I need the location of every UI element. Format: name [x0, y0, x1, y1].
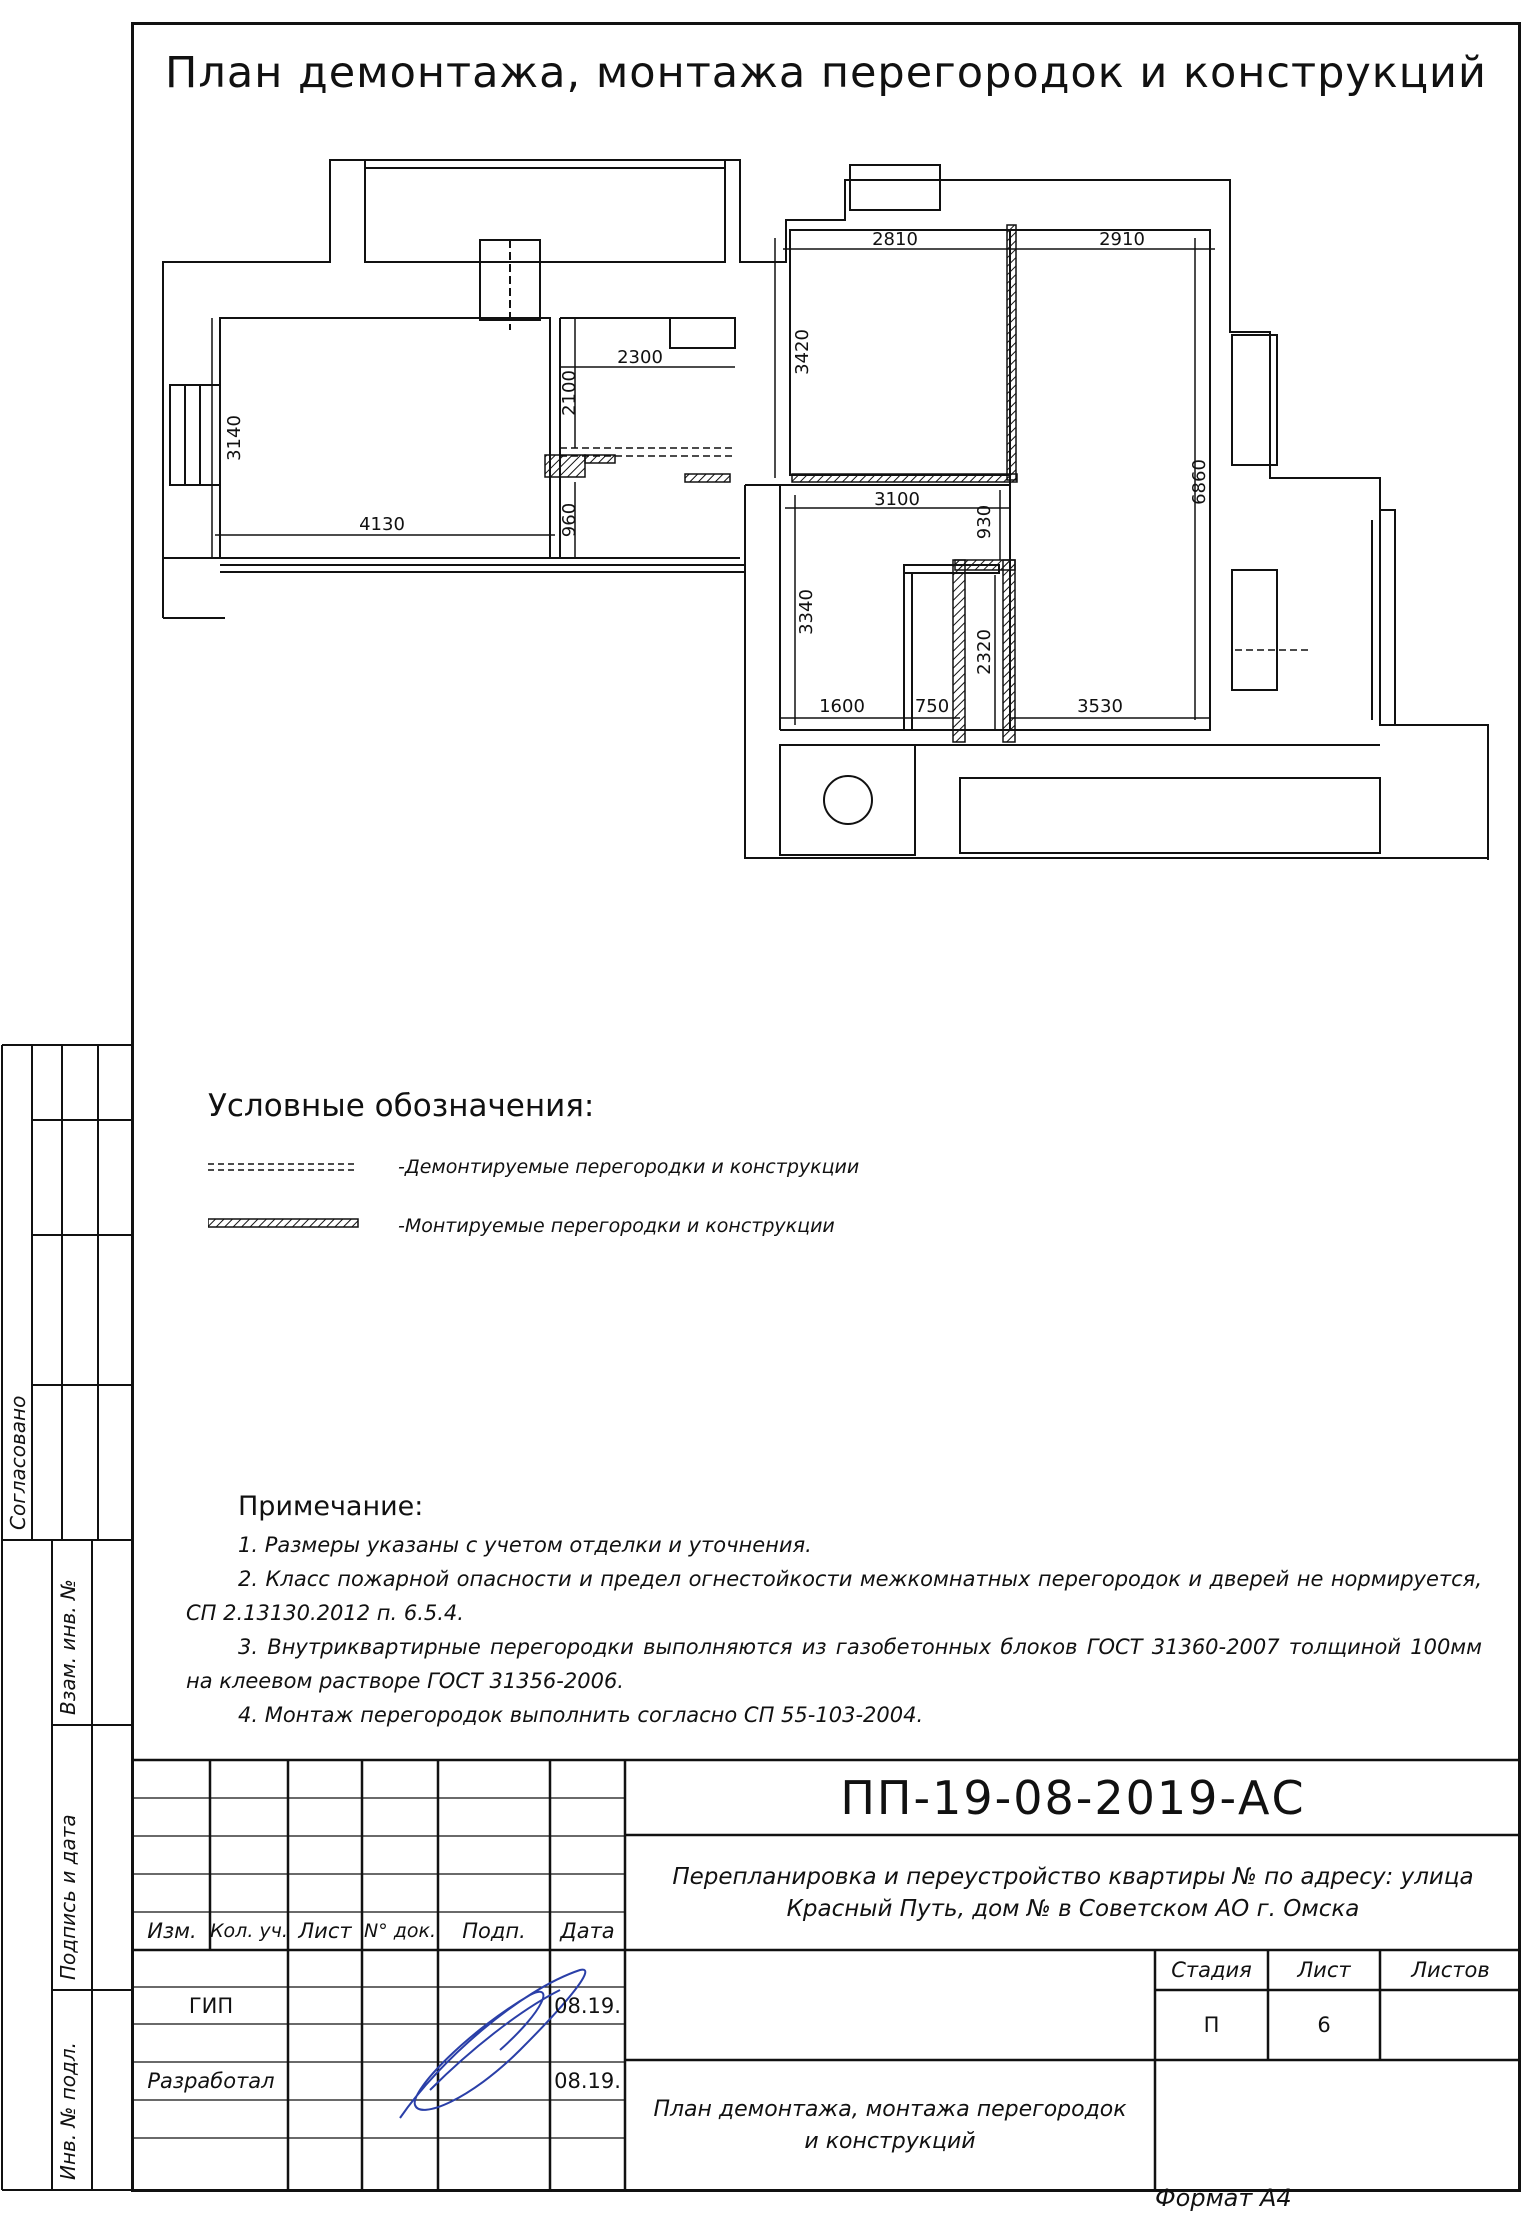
- side-label-inventory: Инв. № подл.: [56, 2042, 80, 2180]
- legend-heading: Условные обозначения:: [208, 1088, 595, 1124]
- header-data: Дата: [560, 1919, 615, 1943]
- notes-heading: Примечание:: [238, 1491, 424, 1522]
- format-label: Формат А4: [1155, 2184, 1292, 2212]
- dim-2320: 2320: [974, 629, 995, 675]
- header-izm: Изм.: [147, 1919, 197, 1943]
- date-gip: 08.19.: [554, 1993, 621, 2018]
- dim-3340: 3340: [796, 589, 817, 635]
- dim-2100: 2100: [559, 370, 580, 416]
- date-developer: 08.19.: [554, 2069, 621, 2093]
- dim-2910: 2910: [1099, 229, 1145, 250]
- stage-header: Стадия: [1171, 1958, 1252, 1982]
- dim-960: 960: [559, 502, 580, 538]
- dim-930: 930: [974, 504, 995, 540]
- sheet-header: Лист: [1297, 1958, 1351, 1982]
- sheet-value: 6: [1317, 2013, 1331, 2037]
- dim-3420: 3420: [792, 329, 813, 375]
- header-podp: Подп.: [462, 1919, 526, 1943]
- side-label-agreed: Согласовано: [6, 1395, 30, 1530]
- dim-1600: 1600: [819, 696, 865, 717]
- dim-4130: 4130: [359, 514, 405, 535]
- header-ndok: N° док.: [363, 1920, 437, 1942]
- header-list: Лист: [298, 1919, 352, 1943]
- stage-value: П: [1203, 2013, 1220, 2037]
- dim-3530: 3530: [1077, 696, 1123, 717]
- header-kol: Кол. уч.: [210, 1920, 288, 1942]
- document-code: ПП-19-08-2019-АС: [840, 1770, 1306, 1825]
- project-line-2: Красный Путь, дом № в Советском АО г. Омска: [786, 1895, 1360, 1922]
- dim-2810: 2810: [872, 229, 918, 250]
- role-gip: ГИП: [188, 1993, 234, 2018]
- note-2: 2. Класс пожарной опасности и предел огнестойкости межкомнатных перегородок и дверей не нормируется, СП 2.13130.2012 п. 6.5.4.: [186, 1567, 1482, 1625]
- dim-3140: 3140: [224, 415, 245, 461]
- dim-6860: 6860: [1189, 459, 1210, 505]
- drawing-name: План демонтажа, монтажа перегородок и конструкций: [653, 2097, 1127, 2154]
- dim-2300: 2300: [617, 347, 663, 368]
- legend-label-demolished: -Демонтируемые перегородки и конструкции: [398, 1156, 860, 1178]
- dim-3100: 3100: [874, 489, 920, 510]
- note-3: 3. Внутриквартирные перегородки выполняются из газобетонных блоков ГОСТ 31360-2007 толщиной 100мм на клеевом растворе ГОСТ 31356-2006.: [186, 1635, 1482, 1693]
- sheets-header: Листов: [1411, 1958, 1490, 1982]
- project-description: [625, 1835, 1521, 1950]
- note-4: 4. Монтаж перегородок выполнить согласно СП 55-103-2004.: [238, 1703, 924, 1727]
- sheets-value: [1380, 1990, 1521, 2060]
- project-line-1: Перепланировка и переустройство квартиры № по адресу: улица: [672, 1863, 1474, 1890]
- side-label-interchange: Взам. инв. №: [56, 1579, 80, 1715]
- legend-label-installed: -Монтируемые перегородки и конструкции: [398, 1215, 835, 1237]
- side-label-signature-date: Подпись и дата: [56, 1814, 80, 1980]
- dim-750: 750: [914, 696, 950, 717]
- page-title: План демонтажа, монтажа перегородок и конструкций: [165, 48, 1487, 98]
- note-1: 1. Размеры указаны с учетом отделки и уточнения.: [238, 1533, 812, 1557]
- role-developer: Разработал: [147, 2069, 275, 2093]
